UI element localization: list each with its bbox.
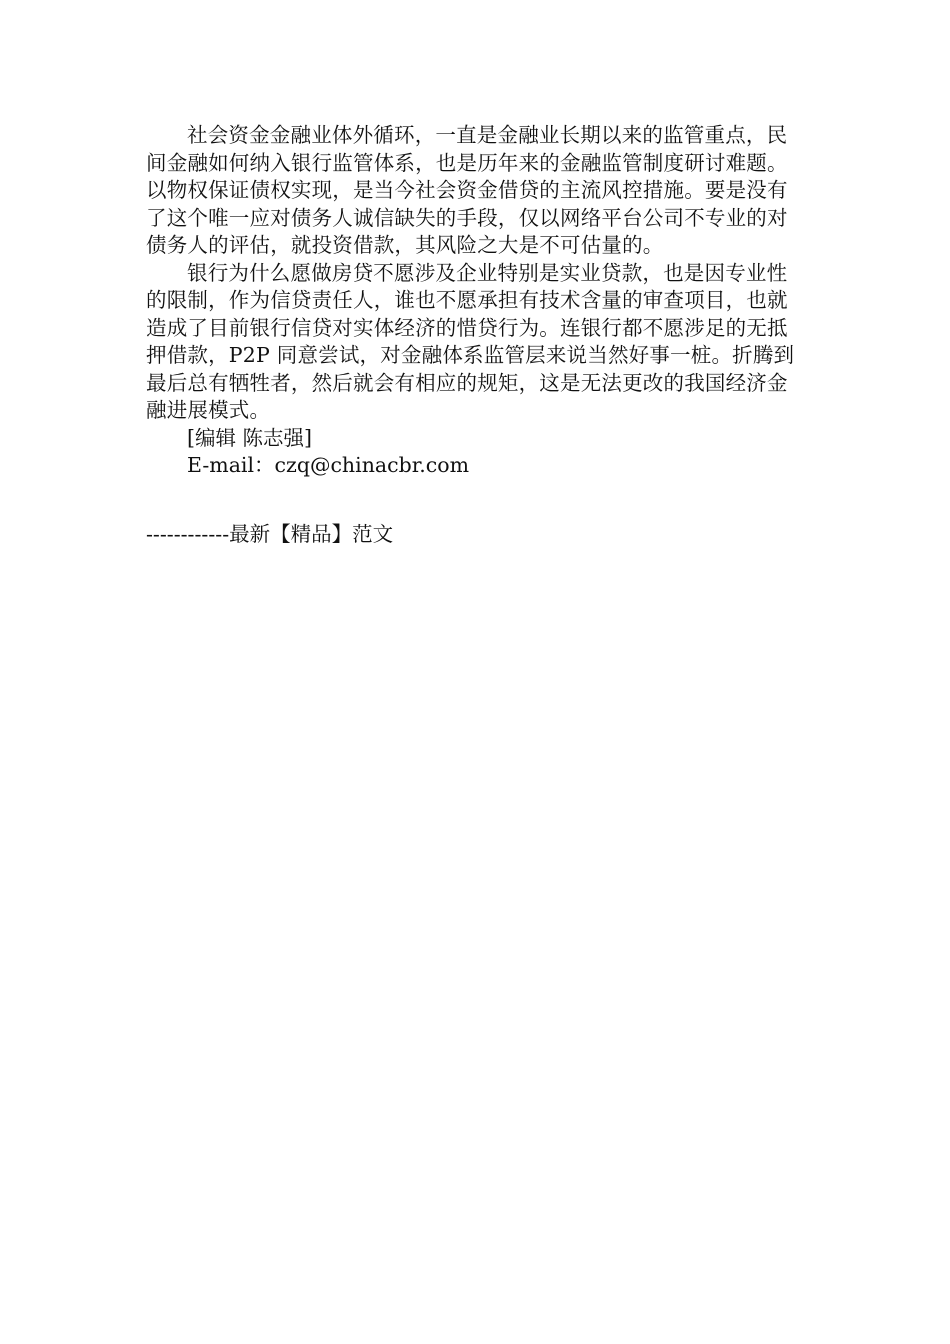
paragraph-1 [146, 122, 806, 260]
paragraph-1-text: 社会资金金融业体外循环，一直是金融业长期以来的监管重点，民间金融如何纳入银行监管体系，也是历年来的金融监管制度研讨难题。以物权保证债权实现，是当今社会资金借贷的主流风控措施。要是没有了这个唯一应对债务人诚信缺失的手段，仅以网络平台公司不专业的对债务人的评估，就投资借款，其风险之大是不可估量的。 [146, 123, 788, 257]
paragraph-2-text: 银行为什么愿做房贷不愿涉及企业特别是实业贷款，也是因专业性的限制，作为信贷责任人，谁也不愿承担有技术含量的审查项目，也就造成了目前银行信贷对实体经济的惜贷行为。连银行都不愿涉足的无抵押借款，P2P 同意尝试，对金融体系监管层来说当然好事一桩。折腾到最后总有牺牲者，然后就会有相应的规矩，这是无法更改的我国经济金融进展模式。 [146, 260, 795, 422]
article-body [146, 122, 806, 480]
editor-line: [编辑 陈志强] [187, 425, 313, 450]
paragraph-2 [146, 260, 806, 425]
email-line: E-mail：czq@chinacbr.com [187, 453, 470, 477]
footer-label: ------------最新【精品】范文 [146, 522, 394, 546]
